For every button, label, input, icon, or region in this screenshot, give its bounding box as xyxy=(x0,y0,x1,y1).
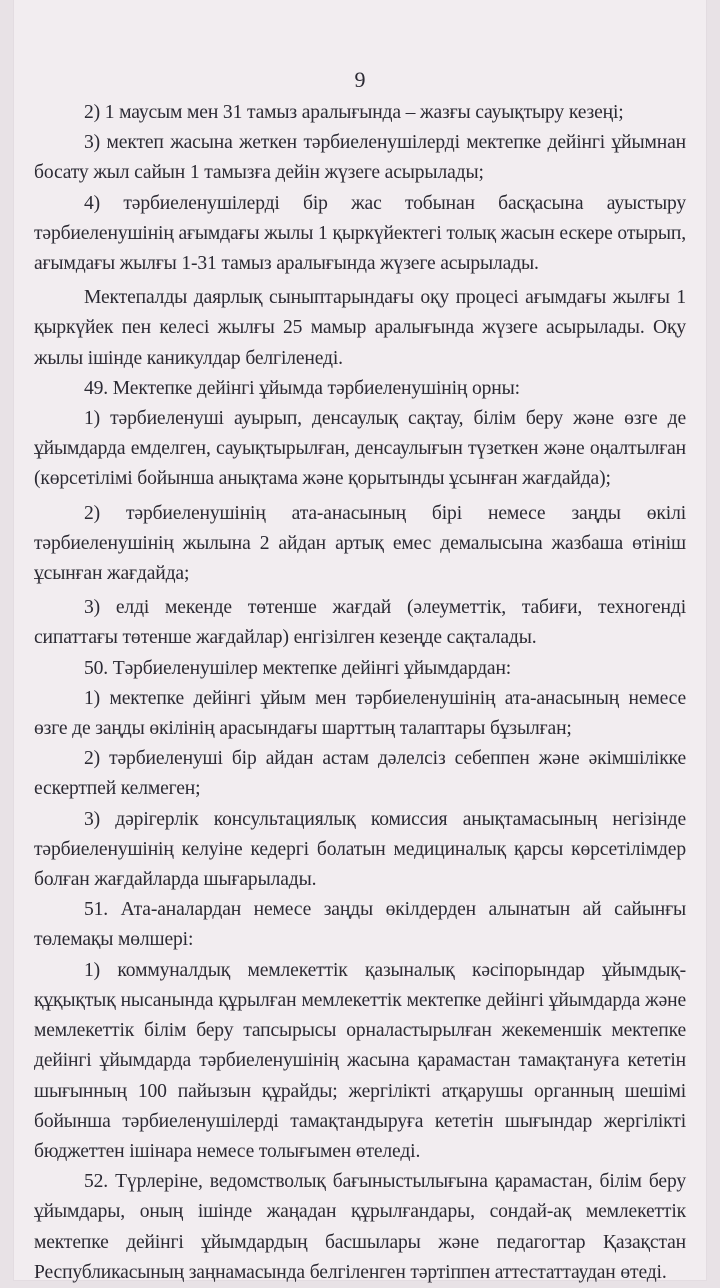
paragraph: 49. Мектепке дейінгі ұйымда тәрбиеленушінің орны: xyxy=(84,377,520,399)
paragraph: 1) тәрбиеленуші ауырып, денсаулық сақтау, білім беру және өзге де ұйымдарда емделген, сауықтырылған, денсаулығын түзеткен және оңалтылған (көрсетілімі бойынша анықтама және қорытынды ұсынған жағдайда); xyxy=(34,408,686,490)
page-number: 9 xyxy=(354,67,366,92)
document-body xyxy=(34,98,686,1288)
paragraph: 52. Түрлеріне, ведомстволық бағыныстылығына қарамастан, білім беру ұйымдары, оның ішінде жаңадан құрылғандары, сондай-ақ мемлекеттік мектепке дейінгі ұйымдардың басшылары және педагогтар Қазақстан Республикасының заңнамасында белгіленген тәртіппен аттестаттаудан өтеді. xyxy=(34,1171,686,1283)
paragraph: 1) мектепке дейінгі ұйым мен тәрбиеленушінің ата-анасының немесе өзге де заңды өкілінің арасындағы шарттың талаптары бұзылған; xyxy=(34,687,686,740)
paragraph: 1) коммуналдық мемлекеттік қазыналық кәсіпорындар ұйымдық-құқықтық нысанында құрылған мемлекеттік мектепке дейінгі ұйымдарда және мемлекеттік білім беру тапсырысы орналастырылған жекеменшік мектепке дейінгі ұйымдарда тәрбиеленушінің жасына қарамастан тамақтануға кететін шығынның 100 пайызын құрайды; жергілікті атқарушы органның шешімі бойынша тәрбиеленушілерді тамақтандыруға кететін шығындар жергілікті бюджеттен ішінара немесе толығымен өтеледі. xyxy=(34,959,686,1162)
paragraph: Мектепалды даярлық сыныптарындағы оқу процесі ағымдағы жылғы 1 қыркүйек пен келесі жылғы 25 мамыр аралығында жүзеге асырылады. Оқу жылы ішінде каникулдар белгіленеді. xyxy=(34,287,686,369)
paragraph: 2) 1 маусым мен 31 тамыз аралығында – жазғы сауықтыру кезеңі; xyxy=(84,102,624,123)
paragraph: 3) дәрігерлік консультациялық комиссия анықтамасының негізінде тәрбиеленушінің келуіне кедергі болатын медициналық қарсы көрсетілімдер болған жағдайларда шығарылады. xyxy=(34,808,686,891)
paragraph: 51. Ата-аналардан немесе заңды өкілдерден алынатын ай сайынғы төлемақы мөлшері: xyxy=(34,899,686,951)
paragraph: 3) елді мекенде төтенше жағдай (әлеуметтік, табиғи, техногенді сипаттағы төтенше жағдайлар) енгізілген кезеңде сақталады. xyxy=(34,597,686,649)
paragraph: 3) мектеп жасына жеткен тәрбиеленушілерді мектепке дейінгі ұйымнан босату жыл сайын 1 тамызға дейін жүзеге асырылады; xyxy=(34,132,686,184)
paragraph: 2) тәрбиеленуші бір айдан астам дәлелсіз себеппен және әкімшілікке ескертпей келмеген; xyxy=(34,748,686,800)
paragraph: 50. Тәрбиеленушілер мектепке дейінгі ұйымдардан: xyxy=(84,657,512,679)
paragraph: 2) тәрбиеленушінің ата-анасының бірі немесе заңды өкілі тәрбиеленушінің жылына 2 айдан артық емес демалысына жазбаша өтініш ұсынған жағдайда; xyxy=(34,502,686,585)
paragraph: 4) тәрбиеленушілерді бір жас тобынан басқасына ауыстыру тәрбиеленушінің ағымдағы жылы 1 қыркүйектегі толық жасын ескере отырып, ағымдағы жылғы 1-31 тамыз аралығында жүзеге асырылады. xyxy=(34,192,686,275)
